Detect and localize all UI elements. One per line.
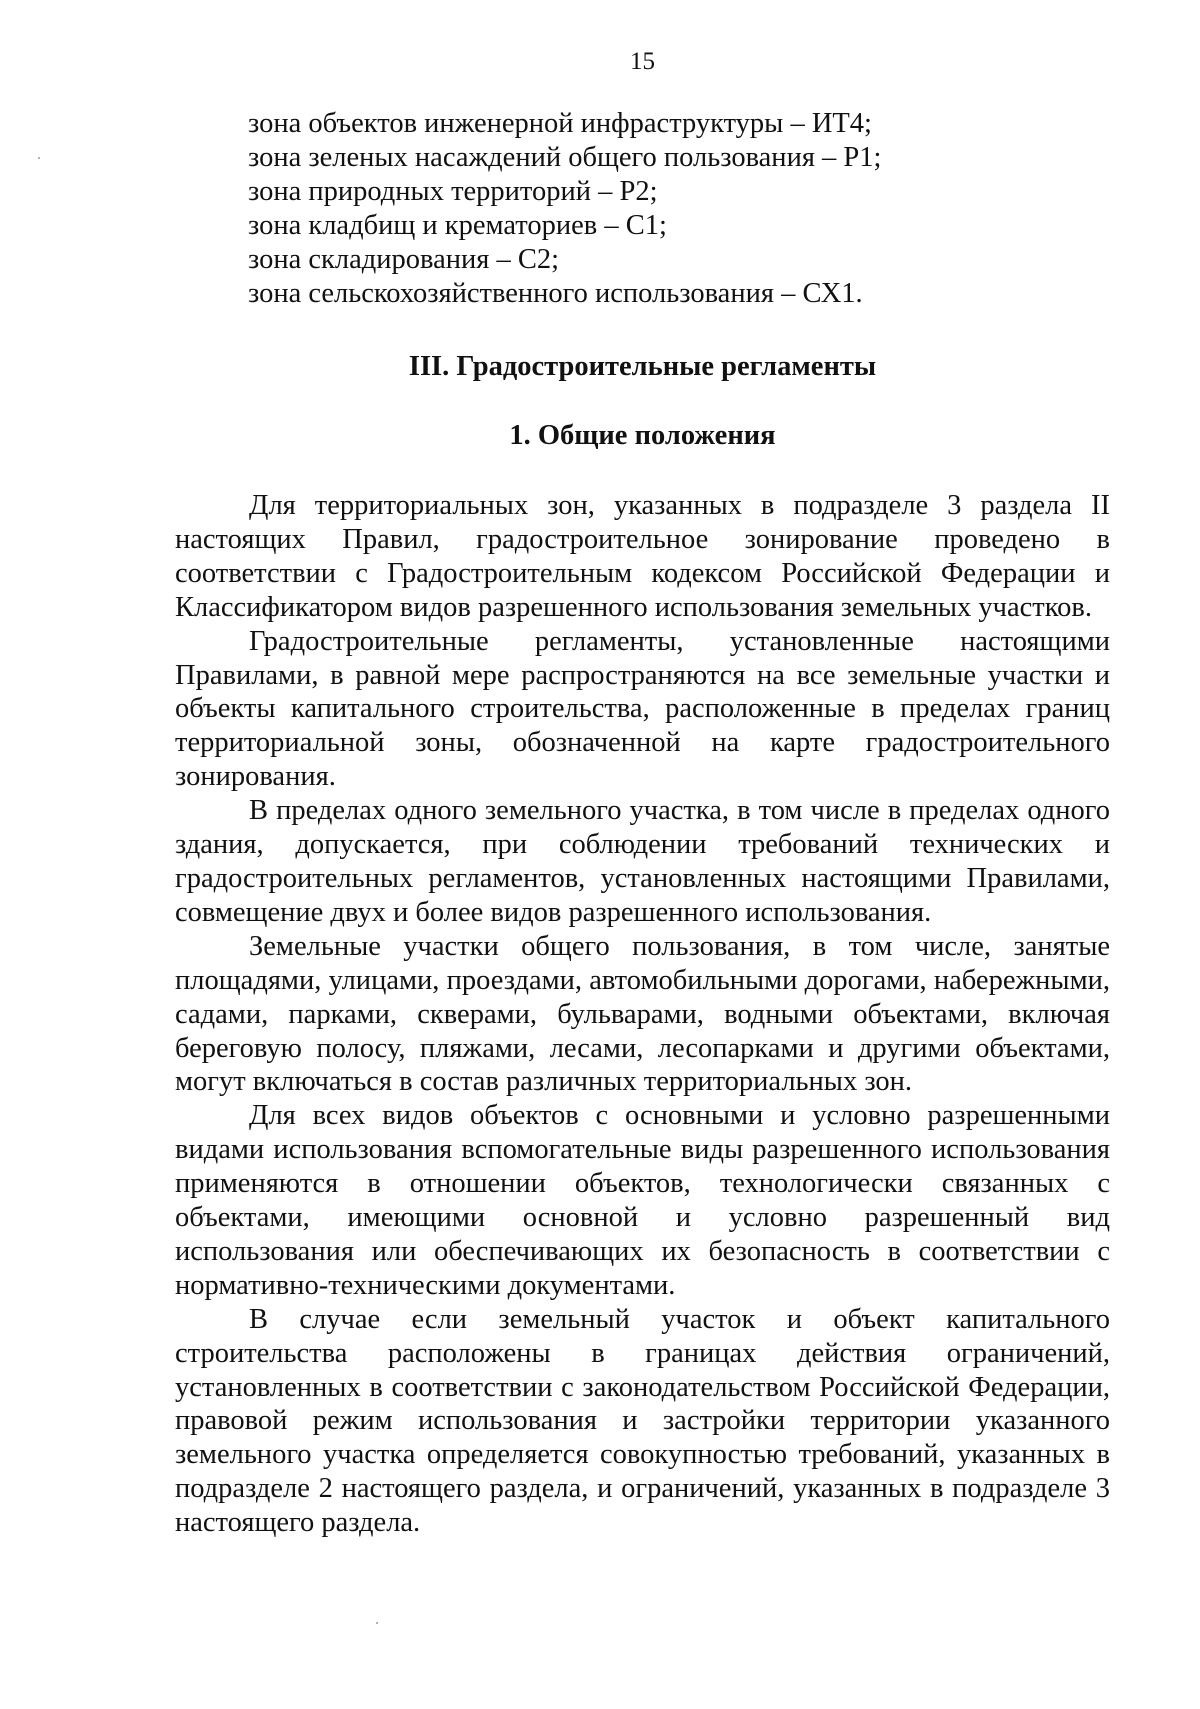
zone-list-item: зона сельскохозяйственного использования – СХ1. (248, 278, 863, 309)
scan-speck (38, 157, 40, 159)
scan-speck (376, 1622, 378, 1624)
zone-list-item: зона кладбищ и крематориев – С1; (248, 210, 667, 241)
body-text (175, 489, 1110, 1540)
paragraph: Градостроительные регламенты, установленные настоящими Правилами, в равной мере распространяются на все земельные участки и объекты капитального строительства, расположенные в пределах границ территориальной зоны, обозначенной на карте градостроительного зонирования. (175, 625, 1110, 793)
zone-list (248, 107, 1128, 311)
paragraph: В пределах одного земельного участка, в том числе в пределах одного здания, допускается, при соблюдении требований технических и градостроительных регламентов, установленных настоящими Правилами, совмещение двух и более видов разрешенного использования. (175, 795, 1110, 928)
section-title: III. Градостроительные регламенты (408, 351, 877, 382)
paragraph: Земельные участки общего пользования, в том числе, занятые площадями, улицами, проездами, автомобильными дорогами, набережными, садами, парками, скверами, бульварами, водными объектами, включая береговую полосу, пляжами, лесами, лесопарками и другими объектами, могут включаться в состав различных территориальных зон. (175, 930, 1110, 1098)
page-number: 15 (630, 48, 655, 75)
zone-list-item: зона объектов инженерной инфраструктуры – ИТ4; (248, 108, 872, 139)
zone-list-item: зона природных территорий – Р2; (248, 176, 658, 207)
paragraph: В случае если земельный участок и объект капитального строительства расположены в границах действия ограничений, установленных в соответствии с законодательством Российской Федерации, правовой режим использования и застройки территории указанного земельного участка определяется совокупностью требований, указанных в подразделе 2 настоящего раздела, и ограничений, указанных в подразделе 3 настоящего раздела. (175, 1303, 1110, 1539)
subsection-title: 1. Общие положения (509, 420, 776, 451)
paragraph: Для территориальных зон, указанных в подразделе 3 раздела II настоящих Правил, градостроительное зонирование проведено в соответствии с Градостроительным кодексом Российской Федерации и Классификатором видов разрешенного использования земельных участков. (175, 490, 1110, 623)
paragraph: Для всех видов объектов с основными и условно разрешенными видами использования вспомогательные виды разрешенного использования применяются в отношении объектов, технологически связанных с объектами, имеющими основной и условно разрешенный вид использования или обеспечивающих их безопасность в соответствии с нормативно-техническими документами. (175, 1100, 1110, 1301)
zone-list-item: зона зеленых насаждений общего пользования – Р1; (248, 142, 882, 173)
zone-list-item: зона складирования – С2; (248, 244, 560, 275)
